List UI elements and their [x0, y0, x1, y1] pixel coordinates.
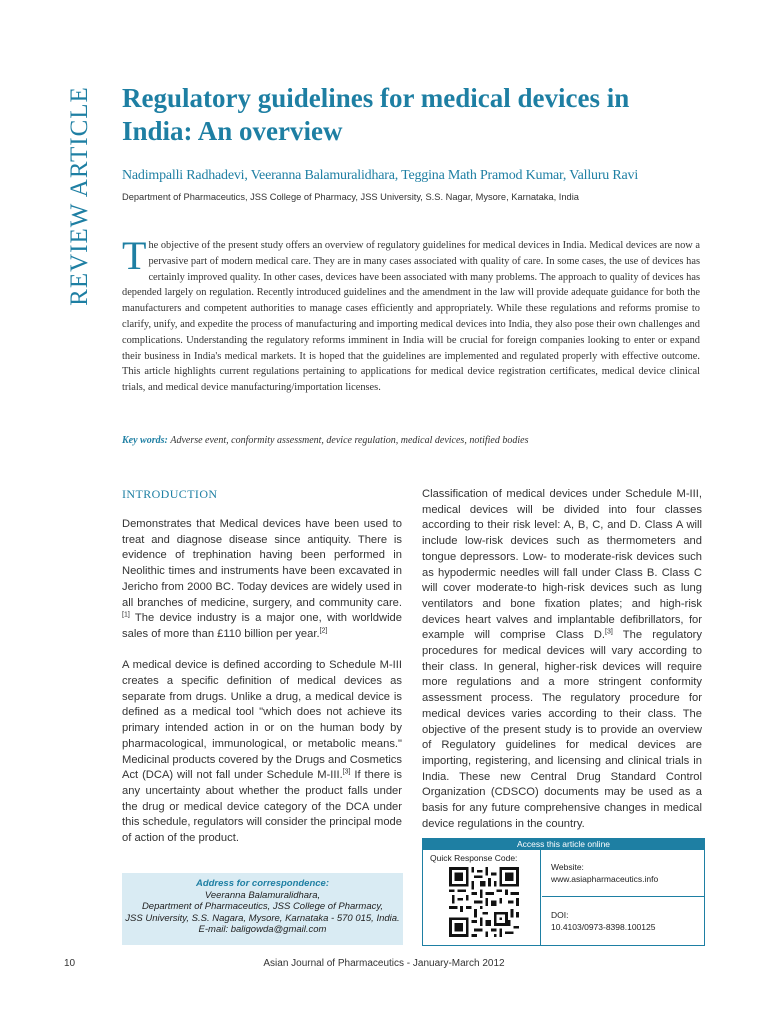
citation-ref: [1]: [122, 611, 130, 619]
doi-value[interactable]: 10.4103/0973-8398.100125: [551, 922, 656, 932]
page-number: 10: [64, 958, 76, 969]
paragraph-text: Classification of medical devices under Schedule M-III, medical devices will be divided into four classes according to their risk level: A, B, C, and D. Class A will include low-risk devices such as thermometers and tongue depressors. Low- to moderate-risk devices such as hypodermic needles will fall under Class B. Class C will cover moderate-to high-risk devices such as lung ventilators and bone fixation plates; and high-risk devices heart valves and implantable defibrillators, for example will comprise Class D.: [422, 488, 702, 642]
access-online-box: [422, 838, 705, 946]
citation-ref: [3]: [342, 768, 351, 776]
body-column-left: [122, 517, 402, 862]
correspondence-name: Veeranna Balamuralidhara,: [204, 889, 321, 901]
qr-label: Quick Response Code:: [430, 853, 518, 863]
page-footer: [0, 958, 768, 974]
article-title: [122, 82, 712, 148]
correspondence-address: JSS University, S.S. Nagara, Mysore, Karnataka - 570 015, India.: [125, 912, 400, 924]
journal-name: Asian Journal of Pharmaceutics - January-March 2012: [263, 958, 505, 969]
keywords: [122, 435, 722, 446]
article-type-text: REVIEW ARTICLE: [66, 86, 93, 306]
abstract-text: he objective of the present study offers an overview of regulatory guidelines for medical devices in India. Medical devices are now a pervasive part of modern medical care. They are in many cases associated with quality of care. In some cases, the use of devices has certainly improved quality. In other cases, devices have been associated with many problems. The approach to quality of devices has depended largely on regulation. Recently introduced guidelines and the amendment in the law will provide adequate guidance for both the manufacturers and competent authorities to manage cases efficiently and appropriately. While these regulations and reforms promise to clarify, unify, and expedite the process of manufacturing and importing medical devices into India, they also pose their own challenges and complications. Understanding the regulatory reforms imminent in India will be crucial for foreign companies looking to enter or expand their business in India's medical markets. It is hoped that the guidelines are implemented and regulated properly with effective outcome. This article highlights current regulations pertaining to applications for medical device registration certificates, medical device clinical trials, and medical device manufacturing/importation licenses.: [122, 240, 700, 394]
correspondence-title: Address for correspondence:: [195, 878, 330, 889]
doi-section: [542, 898, 704, 946]
paragraph-text: A medical device is defined according to Schedule M-III creates a specific definition of medical devices as separate from drugs. Unlike a drug, a medical device is defined as a medical tool "which does not achieve its primary intended action in or on the human body by pharmacological, immunological, or metabolic means." Medicinal products covered by the Drugs and Cosmetics Act (DCA) will not fall under Schedule M-III.: [122, 659, 402, 782]
affiliation: Department of Pharmaceutics, JSS College of Pharmacy, JSS University, S.S. Nagar, Mysore, Karnataka, India: [122, 192, 579, 202]
correspondence-department: Department of Pharmaceutics, JSS College of Pharmacy,: [141, 901, 384, 912]
correspondence-box: [122, 873, 403, 945]
website-link[interactable]: www.asiapharmaceutics.info: [551, 874, 659, 884]
citation-ref: [2]: [319, 627, 328, 635]
paragraph-text: If there is any uncertainty about whether the product falls under the drug or medical device category of the DCA under this schedule, regulators will consider the principal mode of action of the product.: [122, 769, 403, 845]
paragraph-text: The device industry is a major one, with worldwide sales of more than £110 billion per year.: [122, 612, 402, 640]
website-section: [542, 850, 704, 897]
paragraph-text: The regulatory procedures for medical devices will vary according to their class. In general, higher-risk devices will require more regulations and a more stringent conformity assessment process. The regulatory procedure for medical devices varies according to their class. The objective of the present study is to provide an overview of Regulatory guidelines for medical devices are importing, registering, and licensing and clinical trials in India. These new Central Drug Standard Control Organization (CDSCO) documents may be used as a basis for any future comprehensive changes in medical device regulations in the country.: [422, 629, 702, 830]
title-line-2: India: An overview: [122, 116, 343, 146]
paragraph: [422, 487, 702, 832]
title-line-1: Regulatory guidelines for medical devices in: [122, 83, 630, 113]
keywords-text: Adverse event, conformity assessment, device regulation, medical devices, notified bodies: [170, 435, 529, 446]
author-list: Nadimpalli Radhadevi, Veeranna Balamuralidhara, Teggina Math Pramod Kumar, Valluru Ravi: [122, 168, 639, 183]
body-column-right: [422, 487, 702, 832]
website-label: Website:: [551, 862, 584, 872]
drop-cap: T: [122, 233, 147, 278]
doi-label: DOI:: [551, 910, 569, 920]
keywords-label: Key words:: [122, 435, 168, 446]
citation-ref: [3]: [605, 628, 613, 636]
correspondence-email[interactable]: E-mail: baligowda@gmail.com: [198, 924, 327, 935]
abstract: [122, 233, 700, 396]
section-heading-introduction: INTRODUCTION: [122, 487, 218, 501]
paragraph: [122, 517, 402, 643]
article-type-label: [60, 86, 100, 306]
paragraph-text: Demonstrates that Medical devices have been used to treat and diagnose disease since antiquity. There is evidence of trephination having been performed in Neolithic times and instruments have been excavated in Jericho from 2000 BC. Today devices are widely used in all branches of medicine, surgery, and community care.: [122, 518, 402, 609]
access-online-header: Access this article online: [423, 839, 704, 850]
qr-code-icon[interactable]: [449, 867, 519, 937]
paragraph: [122, 658, 402, 846]
qr-section: [423, 850, 541, 946]
